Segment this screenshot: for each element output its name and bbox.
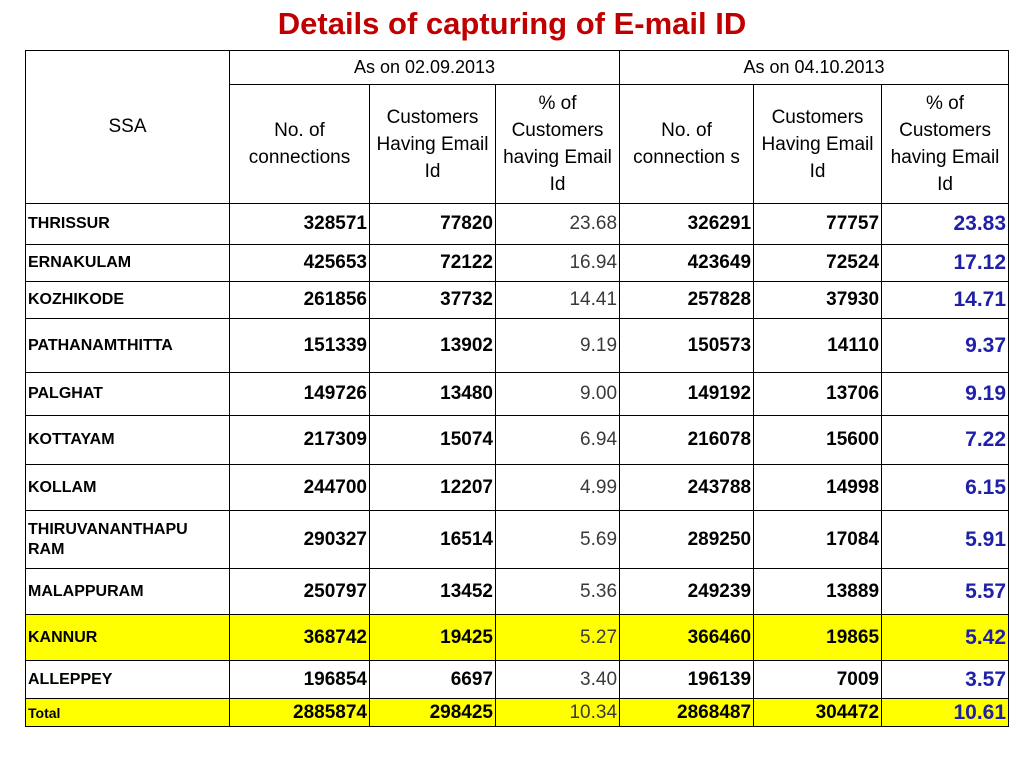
ssa-cell: PALGHAT (26, 373, 230, 416)
pct-email-cell-1: 5.69 (496, 511, 620, 569)
pct-email-cell-2: 5.42 (882, 615, 1009, 661)
connections-cell-1: 425653 (230, 245, 370, 282)
total-pct-email-1: 10.34 (496, 699, 620, 727)
table-row (26, 569, 1009, 615)
total-row (26, 699, 1009, 727)
table-row (26, 282, 1009, 319)
column-header-ssa: SSA (26, 51, 230, 204)
customers-email-cell-2: 13889 (754, 569, 882, 615)
connections-cell-1: 217309 (230, 416, 370, 465)
customers-email-cell-2: 15600 (754, 416, 882, 465)
customers-email-cell-1: 16514 (370, 511, 496, 569)
customers-email-cell-1: 37732 (370, 282, 496, 319)
customers-email-cell-1: 13480 (370, 373, 496, 416)
connections-cell-2: 257828 (620, 282, 754, 319)
pct-email-cell-2: 5.57 (882, 569, 1009, 615)
connections-cell-2: 243788 (620, 465, 754, 511)
customers-email-cell-1: 19425 (370, 615, 496, 661)
connections-cell-2: 249239 (620, 569, 754, 615)
customers-email-cell-2: 13706 (754, 373, 882, 416)
customers-email-cell-2: 19865 (754, 615, 882, 661)
pct-email-cell-1: 14.41 (496, 282, 620, 319)
connections-cell-1: 290327 (230, 511, 370, 569)
table-row (26, 661, 1009, 699)
ssa-cell: KOLLAM (26, 465, 230, 511)
period-header-1: As on 02.09.2013 (230, 51, 620, 85)
pct-email-cell-1: 5.27 (496, 615, 620, 661)
connections-cell-2: 150573 (620, 319, 754, 373)
column-header-pct-email-1: % of Customers having Email Id (496, 85, 620, 204)
ssa-cell: THIRUVANANTHAPU RAM (26, 511, 230, 569)
connections-cell-2: 216078 (620, 416, 754, 465)
table-row (26, 511, 1009, 569)
ssa-cell: ALLEPPEY (26, 661, 230, 699)
ssa-cell: KANNUR (26, 615, 230, 661)
connections-cell-1: 261856 (230, 282, 370, 319)
total-customers-email-2: 304472 (754, 699, 882, 727)
customers-email-cell-1: 12207 (370, 465, 496, 511)
ssa-cell: PATHANAMTHITTA (26, 319, 230, 373)
connections-cell-1: 368742 (230, 615, 370, 661)
customers-email-cell-2: 37930 (754, 282, 882, 319)
table-row (26, 465, 1009, 511)
header-row-periods (26, 51, 1009, 85)
customers-email-cell-1: 13452 (370, 569, 496, 615)
total-connections-2: 2868487 (620, 699, 754, 727)
table-row (26, 416, 1009, 465)
customers-email-cell-2: 17084 (754, 511, 882, 569)
ssa-cell: KOZHIKODE (26, 282, 230, 319)
customers-email-cell-1: 72122 (370, 245, 496, 282)
table-row (26, 319, 1009, 373)
pct-email-cell-1: 5.36 (496, 569, 620, 615)
connections-cell-1: 328571 (230, 204, 370, 245)
pct-email-cell-2: 17.12 (882, 245, 1009, 282)
customers-email-cell-1: 15074 (370, 416, 496, 465)
customers-email-cell-2: 7009 (754, 661, 882, 699)
column-header-connections-1: No. of connections (230, 85, 370, 204)
connections-cell-2: 149192 (620, 373, 754, 416)
total-pct-email-2: 10.61 (882, 699, 1009, 727)
table-row-highlighted (26, 615, 1009, 661)
connections-cell-2: 366460 (620, 615, 754, 661)
table-row (26, 245, 1009, 282)
customers-email-cell-2: 72524 (754, 245, 882, 282)
pct-email-cell-2: 3.57 (882, 661, 1009, 699)
connections-cell-2: 326291 (620, 204, 754, 245)
total-customers-email-1: 298425 (370, 699, 496, 727)
table-row (26, 373, 1009, 416)
customers-email-cell-1: 77820 (370, 204, 496, 245)
connections-cell-1: 244700 (230, 465, 370, 511)
pct-email-cell-1: 9.19 (496, 319, 620, 373)
total-connections-1: 2885874 (230, 699, 370, 727)
total-label: Total (26, 699, 230, 727)
table-row (26, 204, 1009, 245)
pct-email-cell-1: 3.40 (496, 661, 620, 699)
pct-email-cell-2: 23.83 (882, 204, 1009, 245)
pct-email-cell-2: 5.91 (882, 511, 1009, 569)
pct-email-cell-1: 6.94 (496, 416, 620, 465)
page-title: Details of capturing of E-mail ID (277, 6, 747, 41)
customers-email-cell-1: 13902 (370, 319, 496, 373)
connections-cell-1: 250797 (230, 569, 370, 615)
customers-email-cell-2: 14998 (754, 465, 882, 511)
pct-email-cell-1: 16.94 (496, 245, 620, 282)
column-header-connections-2: No. of connection s (620, 85, 754, 204)
ssa-cell: KOTTAYAM (26, 416, 230, 465)
pct-email-cell-2: 6.15 (882, 465, 1009, 511)
customers-email-cell-2: 77757 (754, 204, 882, 245)
connections-cell-1: 151339 (230, 319, 370, 373)
ssa-cell: ERNAKULAM (26, 245, 230, 282)
connections-cell-2: 289250 (620, 511, 754, 569)
connections-cell-1: 149726 (230, 373, 370, 416)
ssa-cell: THRISSUR (26, 204, 230, 245)
pct-email-cell-2: 9.19 (882, 373, 1009, 416)
column-header-customers-email-1: Customers Having Email Id (370, 85, 496, 204)
pct-email-cell-2: 14.71 (882, 282, 1009, 319)
pct-email-cell-1: 9.00 (496, 373, 620, 416)
column-header-pct-email-2: % of Customers having Email Id (882, 85, 1009, 204)
pct-email-cell-2: 9.37 (882, 319, 1009, 373)
customers-email-cell-2: 14110 (754, 319, 882, 373)
ssa-cell: MALAPPURAM (26, 569, 230, 615)
table-body (26, 204, 1009, 727)
period-header-2: As on 04.10.2013 (620, 51, 1009, 85)
connections-cell-2: 423649 (620, 245, 754, 282)
connections-cell-1: 196854 (230, 661, 370, 699)
email-capture-table (25, 50, 1009, 727)
pct-email-cell-2: 7.22 (882, 416, 1009, 465)
pct-email-cell-1: 4.99 (496, 465, 620, 511)
connections-cell-2: 196139 (620, 661, 754, 699)
column-header-customers-email-2: Customers Having Email Id (754, 85, 882, 204)
customers-email-cell-1: 6697 (370, 661, 496, 699)
pct-email-cell-1: 23.68 (496, 204, 620, 245)
